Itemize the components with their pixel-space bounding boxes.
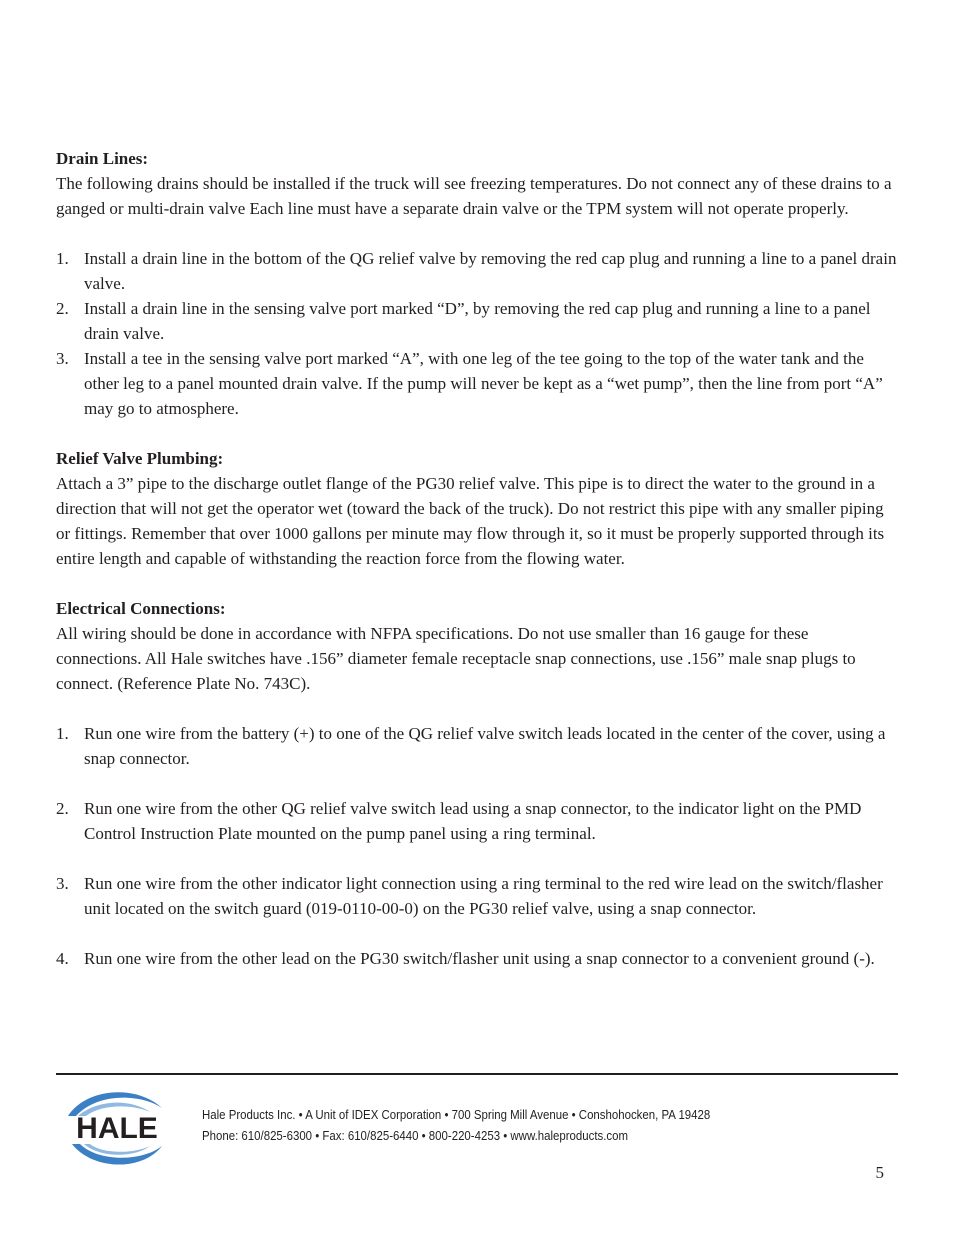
electrical-list: [56, 721, 898, 971]
footer-contact: [202, 1104, 710, 1146]
footer-divider: [56, 1073, 898, 1075]
electrical-intro: All wiring should be done in accordance with NFPA specifications. Do not use smaller than 16 gauge for these connections. All Hale switches have .156” diameter female receptacle snap connections, use .156” male snap plugs to connect. (Reference Plate No. 743C).: [56, 624, 856, 693]
hale-logo: [58, 1086, 176, 1170]
list-item: 2. Install a drain line in the sensing valve port marked “D”, by removing the red cap plug and running a line to a panel drain valve.: [56, 299, 871, 343]
logo-wordmark: HALE: [76, 1112, 158, 1145]
relief-valve-body: Attach a 3” pipe to the discharge outlet flange of the PG30 relief valve. This pipe is to direct the water to the ground in a direction that will not get the operator wet (toward the back of the truck). Do not restrict this pipe with any smaller piping or fittings. Remember that over 1000 gallons per minute may flow through it, so it must be properly supported through its entire length and capable of withstanding the reaction force from the flowing water.: [56, 474, 885, 568]
drain-lines-heading: Drain Lines:: [56, 149, 149, 168]
drain-lines-list: [56, 246, 898, 421]
relief-valve-heading: Relief Valve Plumbing:: [56, 449, 224, 468]
footer-address: Hale Products Inc. • A Unit of IDEX Corporation • 700 Spring Mill Avenue • Conshohocken, PA 19428: [202, 1107, 711, 1122]
list-item: 1. Install a drain line in the bottom of the QG relief valve by removing the red cap plug and running a line to a panel drain valve.: [56, 249, 897, 293]
list-item: 2. Run one wire from the other QG relief valve switch lead using a snap connector, to the indicator light on the PMD Control Instruction Plate mounted on the pump panel using a ring terminal.: [56, 799, 862, 843]
electrical-heading: Electrical Connections:: [56, 599, 226, 618]
footer-phone: Phone: 610/825-6300 • Fax: 610/825-6440 • 800-220-4253 • www.haleproducts.com: [202, 1128, 629, 1143]
drain-lines-intro: The following drains should be installed if the truck will see freezing temperatures. Do not connect any of these drains to a ganged or multi-drain valve Each line must have a separate drain valve or the TPM system will not operate properly.: [56, 174, 892, 218]
page-number: 5: [875, 1163, 884, 1182]
list-item: 1. Run one wire from the battery (+) to one of the QG relief valve switch leads located in the center of the cover, using a snap connector.: [56, 724, 886, 768]
document-body: [56, 146, 898, 971]
list-item: 3. Run one wire from the other indicator light connection using a ring terminal to the red wire lead on the switch/flasher unit located on the switch guard (019-0110-00-0) on the PG30 relief valve, using a snap connector.: [56, 874, 883, 918]
list-item: 3. Install a tee in the sensing valve port marked “A”, with one leg of the tee going to the top of the water tank and the other leg to a panel mounted drain valve. If the pump will never be kept as a “wet pump”, then the line from port “A” may go to atmosphere.: [56, 349, 883, 418]
hale-logo-graphic: [58, 1086, 176, 1170]
list-item: 4. Run one wire from the other lead on the PG30 switch/flasher unit using a snap connector to a convenient ground (-).: [56, 949, 875, 968]
